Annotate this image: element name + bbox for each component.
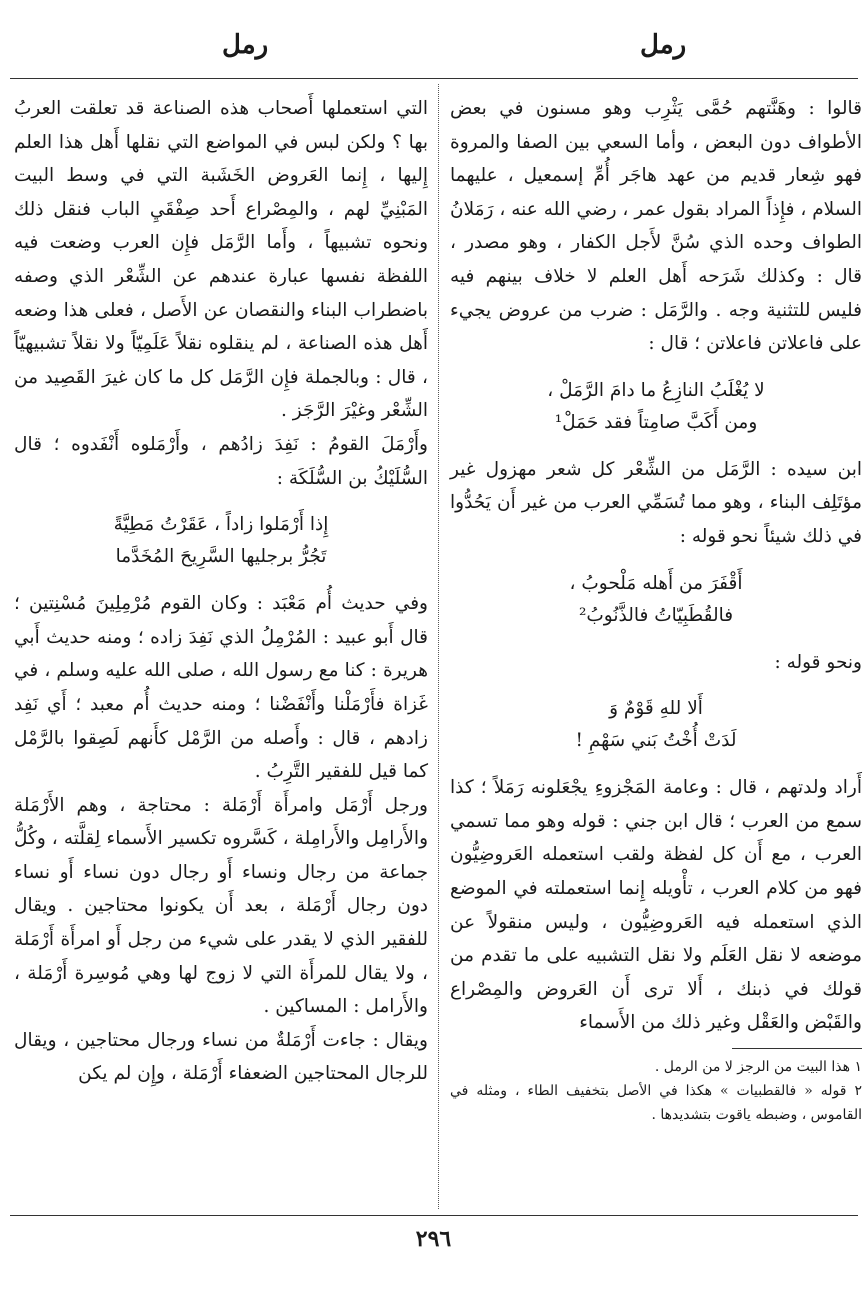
verse-line: إِذا أَرْمَلوا زاداً ، عَقَرْتُ مَطِيَّةً [113,514,329,536]
right-paragraph-4: أَراد ولدتهم ، قال : وعامة المَجْزوءِ يجْعَلونه رَمَلاً ؛ كذا سمع من العرب ؛ قال ابن جني : قوله وهو مما تسمي العرب ، مع أَن كل لفظة ولقب استعمله العَروضِيُّون فهو من كلام العرب ، تأْويله إِنما استعملته في الموضع الذي استعمله فيه العَروضِيُّون ، وليس منقولاً عن موضعه لا نقل العَلَم ولا نقل التشبيه على ما تقدم من قولك في ذبنك ، أَلا ترى أَن العَروض والمِصْراع والقَبْض والعَقْل وغير ذلك من الأَسماء [450,777,862,1034]
right-verse-3 [450,693,862,757]
right-verse-1 [450,375,862,439]
header-headword-right: رمل [640,30,687,60]
right-verse-2 [450,568,862,632]
verse-line: لا يُغْلَبُ النازِعُ ما دامَ الرَّمَلْ ، [547,379,765,401]
left-verse-1 [14,509,428,573]
footnotes [450,1055,862,1127]
verse-line: أَقْفَرَ من أَهله مَلْحوبُ ، [569,572,743,594]
top-rule [10,78,858,79]
verse-line: فالقُطَبِيّاتُ فالذَّنُوبُ² [578,604,734,626]
left-paragraph-1: التي استعملها أَصحاب هذه الصناعة قد تعلقت العربُ بها ؟ ولكن لبس في المواضع التي نقلها أَهل هذا العلم إِليها ، إِنما العَروض الخَشَبة التي في وسط البيت المَبْنِيِّ لهم ، والمِصْراع أَحد صِفْقَيِ الباب فنقل ذلك ونحوه تشبيهاً ، وأَما الرَّمَل فإِن العرب وضعت فيه اللفظة نفسها عبارة عندهم عن الشِّعْر الذي وصفه باضطراب البناء والنقصان عن الأَصل ، فعلى هذا وضعه أَهل هذه الصناعة ، لم ينقلوه نقلاً عَلَمِيّاً ولا نقلاً تشبيهيّاً ، قال : وبالجملة فإِن الرَّمَل كل ما كان غيرَ القَصِيد من الشِّعْر وغيْرَ الرَّجَز . [14,98,428,422]
footnote-2: ٢ قوله « فالقطبيات » هكذا في الأصل بتخفيف الطاء ، ومثله في القاموس ، وضبطه ياقوت بتشديدها . [450,1082,862,1123]
right-paragraph-3: ونحو قوله : [774,651,862,673]
left-paragraph-5: ويقال : جاءت أَرْمَلةٌ من نساء ورجال محتاجين ، ويقال للرجال المحتاجين الضعفاء أَرْمَلة ، وإِن لم يكن [14,1029,428,1085]
left-column [14,92,428,1091]
header-headword-left: رمل [222,30,269,60]
right-column [450,92,862,1127]
left-paragraph-2: وأَرْمَلَ القومُ : نَفِدَ زادُهم ، وأَرْمَلوه أَنْفَدوه ؛ قال السُّلَيْكُ بن السُّلَكَة : [14,433,428,489]
verse-line: أَلا للهِ قَوْمٌ وَ [609,698,703,720]
footnote-rule [732,1048,862,1049]
bottom-rule [10,1215,858,1216]
page-number: ٢٩٦ [415,1226,452,1252]
right-paragraph-1: قالوا : وهَنَّتهم حُمَّى يَثْرِب وهو مسنون في بعض الأطواف دون البعض ، وأما السعي بين الصفا والمروة فهو شِعار قديم من عهد هاجَر أُمِّ إسمعيل ، عليهما السلام ، فإِذاً المراد بقول عمر ، رضي الله عنه ، رَمَلانُ الطواف وحده الذي سُنَّ لأَجل الكفار ، وهو مصدر ، قال : وكذلك شَرَحه أَهل العلم لا خلاف بينهم فيه فليس للتثنية وجه . والرَّمَل : ضرب من عروض يجيء على فاعلاتن فاعلاتن ؛ قال : [450,98,862,355]
left-paragraph-4: ورجل أَرْمَل وامرأَة أَرْمَلة : محتاجة ، وهم الأَرْمَلة والأَرامِل والأَرامِلة ، كَسَّروه تكسير الأَسماء لِقلَّته ، وكُلُّ جماعة من رجال ونساء أَو رجال دون نساء أَو نساء دون رجال أَرْمَلة ، بعد أَن يكونوا محتاجين . ويقال للفقير الذي لا يقدر على شيء من رجل أَو امرأَة أَرْمَلة ، ولا يقال للمرأَة التي لا زوج لها وهي مُوسِرة أَرْمَلة ، والأَرامل : المساكين . [14,794,428,1018]
verse-line: تَجُرُّ برجليها السَّرِيحَ المُخَدَّما [115,546,327,568]
left-paragraph-3: وفي حديث أُم مَعْبَد : وكان القوم مُرْمِلِينَ مُسْنِتين ؛ قال أَبو عبيد : المُرْمِلُ الذي نَفِدَ زاده ؛ ومنه حديث أَبي هريرة : كنا مع رسول الله ، صلى الله عليه وسلم ، في غَزاة فأَرْمَلْنا وأَنْفَضْنا ؛ ومنه حديث أُم معبد ؛ أَي نَفِد زادهم ، قال : وأَصله من الرَّمْل كأَنهم لَصِقوا بالرَّمْل كما قيل للفقير التَّرِبُ . [14,593,428,783]
right-paragraph-2: ابن سيده : الرَّمَل من الشِّعْر كل شعر مهزول غير مؤتَلِف البناء ، وهو مما تُسَمِّي العرب من غير أَن يَحُدُّوا في ذلك شيئاً نحو قوله : [450,458,862,547]
verse-line: لَدَتْ أُخْتُ بَني سَهْمِ ! [575,730,737,752]
column-divider [438,84,439,1209]
footnote-1: ١ هذا البيت من الرجز لا من الرمل . [654,1058,862,1075]
verse-line: ومن أَكَبَّ صامِتاً فقد حَمَلْ¹ [554,411,758,433]
